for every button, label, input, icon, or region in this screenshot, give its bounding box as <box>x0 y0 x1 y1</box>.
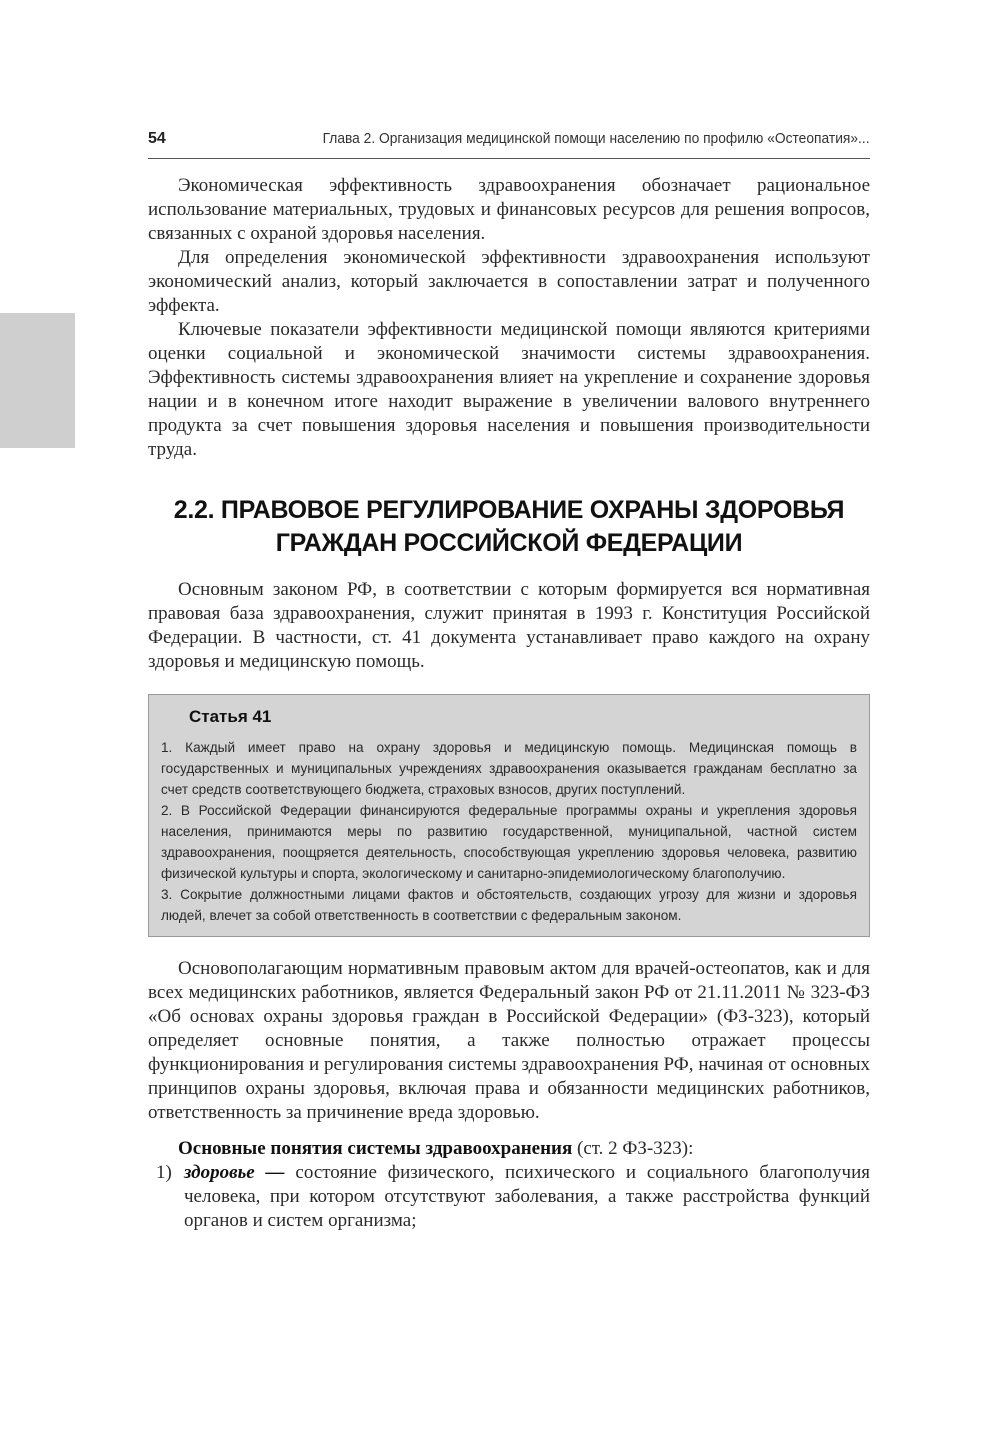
section-intro: Основным законом РФ, в соответствии с которым формируется вся нормативная правовая база здравоохранения, служит принятая в 1993 г. Конституция Российской Федерации. В частности, ст. 41 документа устанавливает право каждого на охрану здоровья и медицинскую помощь. <box>148 579 870 672</box>
page-number: 54 <box>148 130 166 147</box>
header-divider <box>148 158 870 159</box>
running-header <box>148 130 870 148</box>
definition-term: здоровье — <box>184 1162 285 1183</box>
article-title: Статья 41 <box>189 707 272 726</box>
section-heading-line2: ГРАЖДАН РОССИЙСКОЙ ФЕДЕРАЦИИ <box>275 529 743 557</box>
section-heading <box>148 494 870 560</box>
section-heading-line1: 2.2. ПРАВОВОЕ РЕГУЛИРОВАНИЕ ОХРАНЫ ЗДОРОВЬЯ <box>173 496 845 524</box>
definition-number: 1) <box>156 1162 172 1183</box>
law-paragraph: Основополагающим нормативным правовым актом для врачей-остеопатов, как и для всех медицинских работников, является Федеральный закон РФ от 21.11.2011 № 323-ФЗ «Об основах охраны здоровья граждан в Российской Федерации» (ФЗ-323), который определяет основные понятия, а также полностью отражает процессы функционирования и регулирования системы здравоохранения РФ, начиная от основных принципов охраны здоровья, включая права и обязанности медицинских работников, ответственность за причинение вреда здоровью. <box>148 958 870 1123</box>
definitions-lead-bold: Основные понятия системы здравоохранения <box>178 1138 573 1159</box>
definitions-lead <box>148 1137 870 1161</box>
definitions-lead-rest: (ст. 2 ФЗ-323): <box>572 1138 694 1159</box>
definition-text: состояние физического, психического и социального благополучия человека, при котором отсутствуют заболевания, а также расстройства функций органов и систем организма; <box>184 1162 870 1231</box>
article-item: 2. В Российской Федерации финансируются федеральные программы охраны и укрепления здоровья населения, принимаются меры по развитию государственной, муниципальной, частной систем здравоохранения, поощряется деятельность, способствующая укреплению здоровья человека, развитию физической культуры и спорта, экологическому и санитарно-эпидемиологическому благополучию. <box>161 803 857 881</box>
chapter-title: Глава 2. Организация медицинской помощи населению по профилю «Остеопатия»... <box>323 130 870 147</box>
paragraph: Ключевые показатели эффективности медицинской помощи являются критериями оценки социальной и экономической значимости системы здравоохранения. Эффективность системы здравоохранения влияет на укрепление и сохранение здоровья нации и в конечном итоге находит выражение в увеличении валового внутреннего продукта за счет повышения здоровья населения и повышения производительности труда. <box>148 319 870 460</box>
article-item: 3. Сокрытие должностными лицами фактов и обстоятельств, создающих угрозу для жизни и здоровья людей, влечет за собой ответственность в соответствии с федеральным законом. <box>161 887 857 923</box>
article-box <box>148 694 870 937</box>
article-item: 1. Каждый имеет право на охрану здоровья и медицинскую помощь. Медицинская помощь в государственных и муниципальных учреждениях здравоохранения оказывается гражданам бесплатно за счет средств соответствующего бюджета, страховых взносов, других поступлений. <box>161 740 857 797</box>
paragraph: Экономическая эффективность здравоохранения обозначает рациональное использование материальных, трудовых и финансовых ресурсов для решения вопросов, связанных с охраной здоровья населения. <box>148 175 870 244</box>
definition-item <box>148 1161 870 1233</box>
page-body <box>148 174 870 1233</box>
side-thumb-tab <box>0 313 75 448</box>
paragraph: Для определения экономической эффективности здравоохранения используют экономический анализ, который заключается в сопоставлении затрат и полученного эффекта. <box>148 247 870 316</box>
